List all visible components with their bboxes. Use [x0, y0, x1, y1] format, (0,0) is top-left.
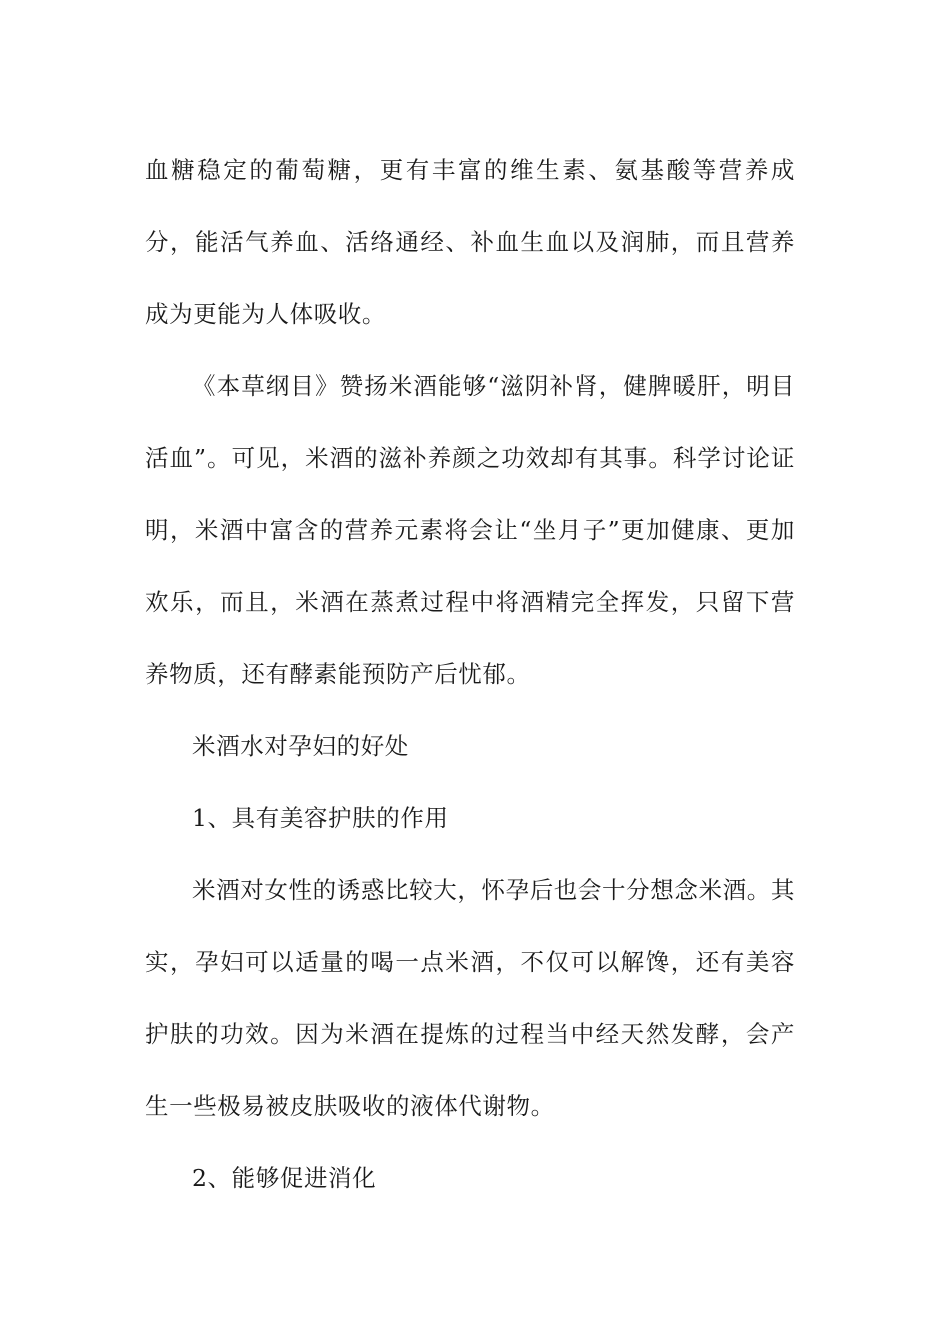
- paragraph-bencao-gangmu: 《本草纲目》赞扬米酒能够“滋阴补肾，健脾暖肝，明目活血”。可见，米酒的滋补养颜之功效却有其事。科学讨论证明，米酒中富含的营养元素将会让“坐月子”更加健康、更加欢乐，而且，米酒在蒸煮过程中将酒精完全挥发，只留下营养物质，还有酵素能预防产后忧郁。: [145, 372, 795, 688]
- paragraph-skin-care: 米酒对女性的诱惑比较大，怀孕后也会十分想念米酒。其实，孕妇可以适量的喝一点米酒，不仅可以解馋，还有美容护肤的功效。因为米酒在提炼的过程当中经天然发酵，会产生一些极易被皮肤吸收的液体代谢物。: [145, 876, 795, 1120]
- subheading-digestion: 2、能够促进消化: [192, 1164, 377, 1192]
- section-heading-benefits: 米酒水对孕妇的好处: [192, 732, 409, 760]
- document-body: [145, 134, 795, 1214]
- paragraph-nutrition: 血糖稳定的葡萄糖，更有丰富的维生素、氨基酸等营养成分，能活气养血、活络通经、补血生血以及润肺，而且营养成为更能为人体吸收。: [145, 156, 795, 328]
- subheading-skin-care: 1、具有美容护肤的作用: [192, 804, 449, 832]
